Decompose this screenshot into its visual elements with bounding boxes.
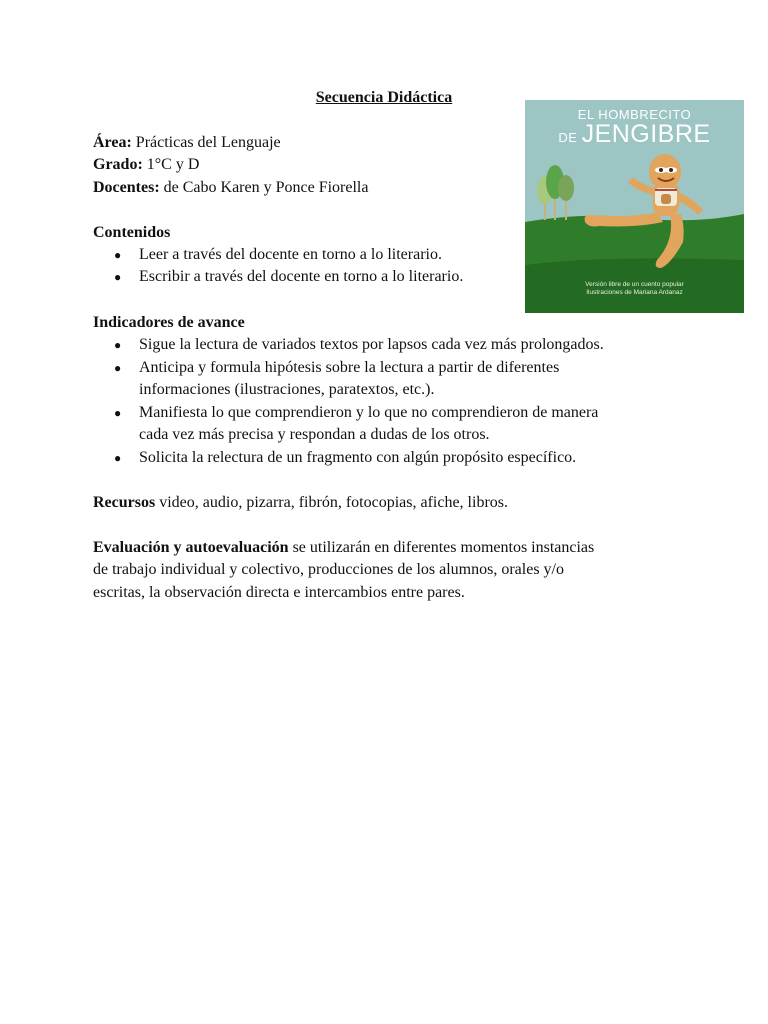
area-value: Prácticas del Lenguaje	[131, 134, 281, 151]
bullet-icon: ●	[114, 270, 122, 284]
area-label: Área:	[93, 134, 132, 151]
docentes-value: de Cabo Karen y Ponce Fiorella	[159, 179, 369, 196]
bullet-icon: ●	[114, 451, 122, 465]
bullet-icon: ●	[114, 406, 122, 420]
area-line	[93, 132, 281, 154]
evaluacion-line-2: de trabajo individual y colectivo, producciones de los alumnos, orales y/o	[93, 561, 564, 578]
grado-line	[93, 154, 199, 176]
bullet-icon: ●	[114, 248, 122, 262]
book-cover-image	[525, 100, 744, 313]
evaluacion-line	[93, 537, 594, 559]
indicadores-item: Solicita la relectura de un fragmento con algún propósito específico.	[139, 449, 577, 466]
bullet-icon: ●	[114, 338, 122, 352]
indicadores-item: Sigue la lectura de variados textos por lapsos cada vez más prolongados.	[139, 336, 604, 353]
evaluacion-text: se utilizarán en diferentes momentos instancias	[288, 539, 595, 556]
cover-title-top: EL HOMBRECITO	[577, 107, 692, 122]
contenidos-heading: Contenidos	[93, 224, 171, 241]
indicadores-item-continuation: informaciones (ilustraciones, paratextos, etc.).	[139, 381, 435, 398]
indicadores-heading: Indicadores de avance	[93, 314, 245, 331]
indicadores-item: Anticipa y formula hipótesis sobre la lectura a partir de diferentes	[139, 359, 560, 376]
evaluacion-line-3: escritas, la observación directa e intercambios entre pares.	[93, 584, 465, 601]
recursos-line	[93, 492, 508, 514]
recursos-value: video, audio, pizarra, fibrón, fotocopias, afiche, libros.	[155, 494, 508, 511]
contenidos-item: Leer a través del docente en torno a lo literario.	[139, 246, 442, 263]
cover-subtitle-2: Ilustraciones de Mariana Ardanaz	[586, 289, 683, 296]
docentes-line	[93, 177, 368, 199]
indicadores-item: Manifiesta lo que comprendieron y lo que no comprendieron de manera	[139, 404, 599, 421]
grado-value: 1°C y D	[142, 156, 200, 173]
cover-title-main	[525, 120, 744, 149]
cover-title-small: DE	[558, 130, 582, 145]
bullet-icon: ●	[114, 361, 122, 375]
evaluacion-label: Evaluación y autoevaluación	[93, 539, 289, 556]
cover-title-big: JENGIBRE	[581, 120, 711, 148]
contenidos-item: Escribir a través del docente en torno a lo literario.	[139, 268, 464, 285]
recursos-label: Recursos	[93, 494, 156, 511]
indicadores-item-continuation: cada vez más precisa y respondan a dudas de los otros.	[139, 426, 490, 443]
docentes-label: Docentes:	[93, 179, 160, 196]
grado-label: Grado:	[93, 156, 143, 173]
cover-subtitle-1: Versión libre de un cuento popular	[585, 281, 684, 288]
document-title: Secuencia Didáctica	[315, 89, 453, 106]
